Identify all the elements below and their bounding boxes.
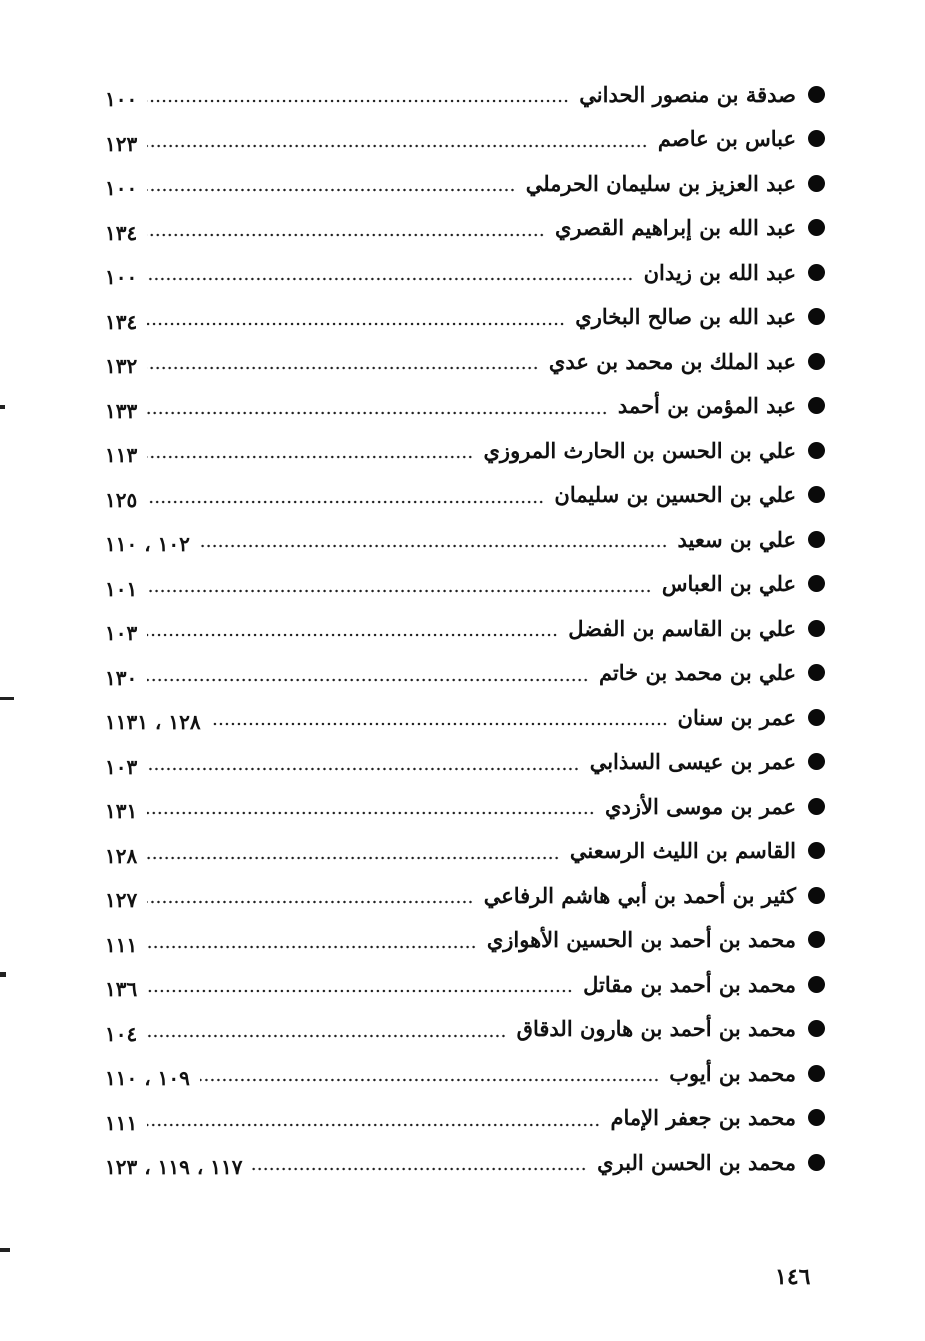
entry-name: علي بن محمد بن خاتم bbox=[598, 660, 796, 686]
bullet-icon bbox=[808, 842, 825, 859]
entry-name: عبد الله بن صالح البخاري bbox=[575, 304, 796, 330]
entry-name: علي بن الحسن بن الحارث المروزي bbox=[483, 437, 796, 463]
index-entry bbox=[105, 873, 825, 918]
entry-page-numbers: ١٣١ bbox=[105, 799, 138, 824]
entry-name: محمد بن أيوب bbox=[669, 1060, 796, 1086]
entry-name: علي بن الحسين بن سليمان bbox=[554, 482, 796, 508]
dot-leader bbox=[252, 1167, 587, 1171]
bullet-icon bbox=[808, 1109, 825, 1126]
bullet-icon bbox=[808, 353, 825, 370]
dot-leader bbox=[147, 233, 545, 237]
entry-page-numbers: ١٠٠ bbox=[105, 87, 138, 112]
entry-page-numbers: ١٠٠ bbox=[105, 265, 138, 290]
entry-page-numbers: ١٣٣ bbox=[105, 398, 138, 423]
entry-page-numbers: ١٣٤ bbox=[105, 309, 138, 334]
bullet-icon bbox=[808, 264, 825, 281]
entry-name: عبد الله بن زيدان bbox=[643, 259, 796, 285]
index-entry bbox=[105, 651, 825, 696]
entry-name: القاسم بن الليث الرسعني bbox=[569, 838, 796, 864]
entry-name: عبد الملك بن محمد بن عدي bbox=[548, 348, 796, 374]
dot-leader bbox=[147, 99, 569, 103]
dot-leader bbox=[147, 277, 633, 281]
entry-name: عمر بن عيسى السذابي bbox=[589, 749, 796, 775]
index-entry bbox=[105, 918, 825, 963]
bullet-icon bbox=[808, 1154, 825, 1171]
index-entry bbox=[105, 295, 825, 340]
bullet-icon bbox=[808, 130, 825, 147]
entry-page-numbers: ١٣٦ bbox=[105, 977, 138, 1002]
entry-name: محمد بن الحسن البري bbox=[597, 1149, 796, 1175]
index-entry bbox=[105, 72, 825, 117]
entry-page-numbers: ١٣٠ bbox=[105, 665, 138, 690]
index-entry bbox=[105, 384, 825, 429]
dot-leader bbox=[147, 500, 544, 504]
entry-name: عبد الله بن إبراهيم القصري bbox=[555, 215, 796, 241]
bullet-icon bbox=[808, 219, 825, 236]
entry-name: علي بن العباس bbox=[661, 571, 796, 597]
index-entry bbox=[105, 784, 825, 829]
index-entry bbox=[105, 1096, 825, 1141]
entry-page-numbers: ١٢٨ ، ١١٣١ bbox=[105, 710, 201, 735]
index-entry bbox=[105, 428, 825, 473]
bullet-icon bbox=[808, 486, 825, 503]
entry-page-numbers: ١٣٢ bbox=[105, 354, 138, 379]
dot-leader bbox=[147, 811, 595, 815]
dot-leader bbox=[147, 188, 515, 192]
dot-leader bbox=[147, 366, 539, 370]
dot-leader bbox=[147, 767, 579, 771]
margin-mark bbox=[0, 972, 6, 977]
index-entry bbox=[105, 117, 825, 162]
bullet-icon bbox=[808, 175, 825, 192]
bullet-icon bbox=[808, 308, 825, 325]
entry-name: محمد بن أحمد بن الحسين الأهوازي bbox=[486, 927, 796, 953]
dot-leader bbox=[211, 722, 668, 726]
dot-leader bbox=[147, 633, 558, 637]
dot-leader bbox=[147, 900, 473, 904]
entry-page-numbers: ١٠٣ bbox=[105, 621, 138, 646]
entry-name: محمد بن جعفر الإمام bbox=[610, 1105, 796, 1131]
margin-mark bbox=[0, 697, 14, 700]
margin-mark bbox=[0, 1248, 10, 1252]
dot-leader bbox=[147, 856, 560, 860]
bullet-icon bbox=[808, 620, 825, 637]
dot-leader bbox=[147, 1034, 506, 1038]
dot-leader bbox=[147, 678, 589, 682]
entry-page-numbers: ١٢٣ bbox=[105, 131, 138, 156]
bullet-icon bbox=[808, 531, 825, 548]
entry-page-numbers: ١١٧ ، ١١٩ ، ١٢٣ bbox=[105, 1155, 243, 1180]
entry-page-numbers: ١٠٣ bbox=[105, 754, 138, 779]
dot-leader bbox=[147, 322, 565, 326]
dot-leader bbox=[147, 989, 573, 993]
entry-page-numbers: ١٢٧ bbox=[105, 888, 138, 913]
index-entry bbox=[105, 962, 825, 1007]
entry-name: عبد العزيز بن سليمان الحرملي bbox=[525, 170, 796, 196]
entry-name: محمد بن أحمد بن هارون الدقاق bbox=[516, 1016, 796, 1042]
entry-page-numbers: ١٠٠ bbox=[105, 176, 138, 201]
index-entry bbox=[105, 606, 825, 651]
bullet-icon bbox=[808, 442, 825, 459]
bullet-icon bbox=[808, 753, 825, 770]
dot-leader bbox=[147, 144, 648, 148]
entry-name: علي بن سعيد bbox=[677, 526, 796, 552]
bullet-icon bbox=[808, 1020, 825, 1037]
index-entry bbox=[105, 1007, 825, 1052]
index-entry bbox=[105, 161, 825, 206]
entry-page-numbers: ١٠٩ ، ١١٠ bbox=[105, 1066, 190, 1091]
entry-name: كثير بن أحمد بن أبي هاشم الرفاعي bbox=[483, 882, 796, 908]
index-entry bbox=[105, 740, 825, 785]
entry-name: عباس بن عاصم bbox=[657, 126, 796, 152]
entry-page-numbers: ١٠٤ bbox=[105, 1021, 138, 1046]
entry-page-numbers: ١١١ bbox=[105, 932, 138, 957]
margin-mark bbox=[0, 405, 5, 409]
index-entry bbox=[105, 562, 825, 607]
bullet-icon bbox=[808, 798, 825, 815]
index-entry bbox=[105, 1140, 825, 1185]
dot-leader bbox=[200, 1078, 659, 1082]
name-index-list bbox=[105, 72, 825, 1185]
index-entry bbox=[105, 695, 825, 740]
bullet-icon bbox=[808, 887, 825, 904]
index-entry bbox=[105, 1051, 825, 1096]
entry-page-numbers: ١١١ bbox=[105, 1110, 138, 1135]
dot-leader bbox=[147, 411, 608, 415]
index-entry bbox=[105, 829, 825, 874]
entry-page-numbers: ١٠١ bbox=[105, 576, 138, 601]
dot-leader bbox=[147, 455, 473, 459]
index-entry bbox=[105, 473, 825, 518]
bullet-icon bbox=[808, 86, 825, 103]
dot-leader bbox=[147, 1123, 600, 1127]
bullet-icon bbox=[808, 1065, 825, 1082]
bullet-icon bbox=[808, 397, 825, 414]
bullet-icon bbox=[808, 575, 825, 592]
entry-name: صدقة بن منصور الحداني bbox=[579, 81, 796, 107]
entry-name: محمد بن أحمد بن مقاتل bbox=[583, 971, 796, 997]
entry-name: عمر بن موسى الأزدي bbox=[605, 793, 796, 819]
bullet-icon bbox=[808, 664, 825, 681]
bullet-icon bbox=[808, 931, 825, 948]
dot-leader bbox=[147, 589, 652, 593]
entry-name: عبد المؤمن بن أحمد bbox=[617, 393, 796, 419]
entry-name: عمر بن سنان bbox=[677, 704, 796, 730]
dot-leader bbox=[147, 945, 477, 949]
entry-page-numbers: ١١٣ bbox=[105, 443, 138, 468]
page-number: ١٤٦ bbox=[775, 1264, 811, 1290]
entry-page-numbers: ١٢٥ bbox=[105, 487, 138, 512]
entry-page-numbers: ١٠٢ ، ١١٠ bbox=[105, 532, 190, 557]
entry-page-numbers: ١٣٤ bbox=[105, 220, 138, 245]
bullet-icon bbox=[808, 976, 825, 993]
index-entry bbox=[105, 250, 825, 295]
index-entry bbox=[105, 206, 825, 251]
index-entry bbox=[105, 339, 825, 384]
entry-page-numbers: ١٢٨ bbox=[105, 843, 138, 868]
dot-leader bbox=[200, 544, 668, 548]
index-entry bbox=[105, 517, 825, 562]
entry-name: علي بن القاسم بن الفضل bbox=[568, 615, 796, 641]
bullet-icon bbox=[808, 709, 825, 726]
